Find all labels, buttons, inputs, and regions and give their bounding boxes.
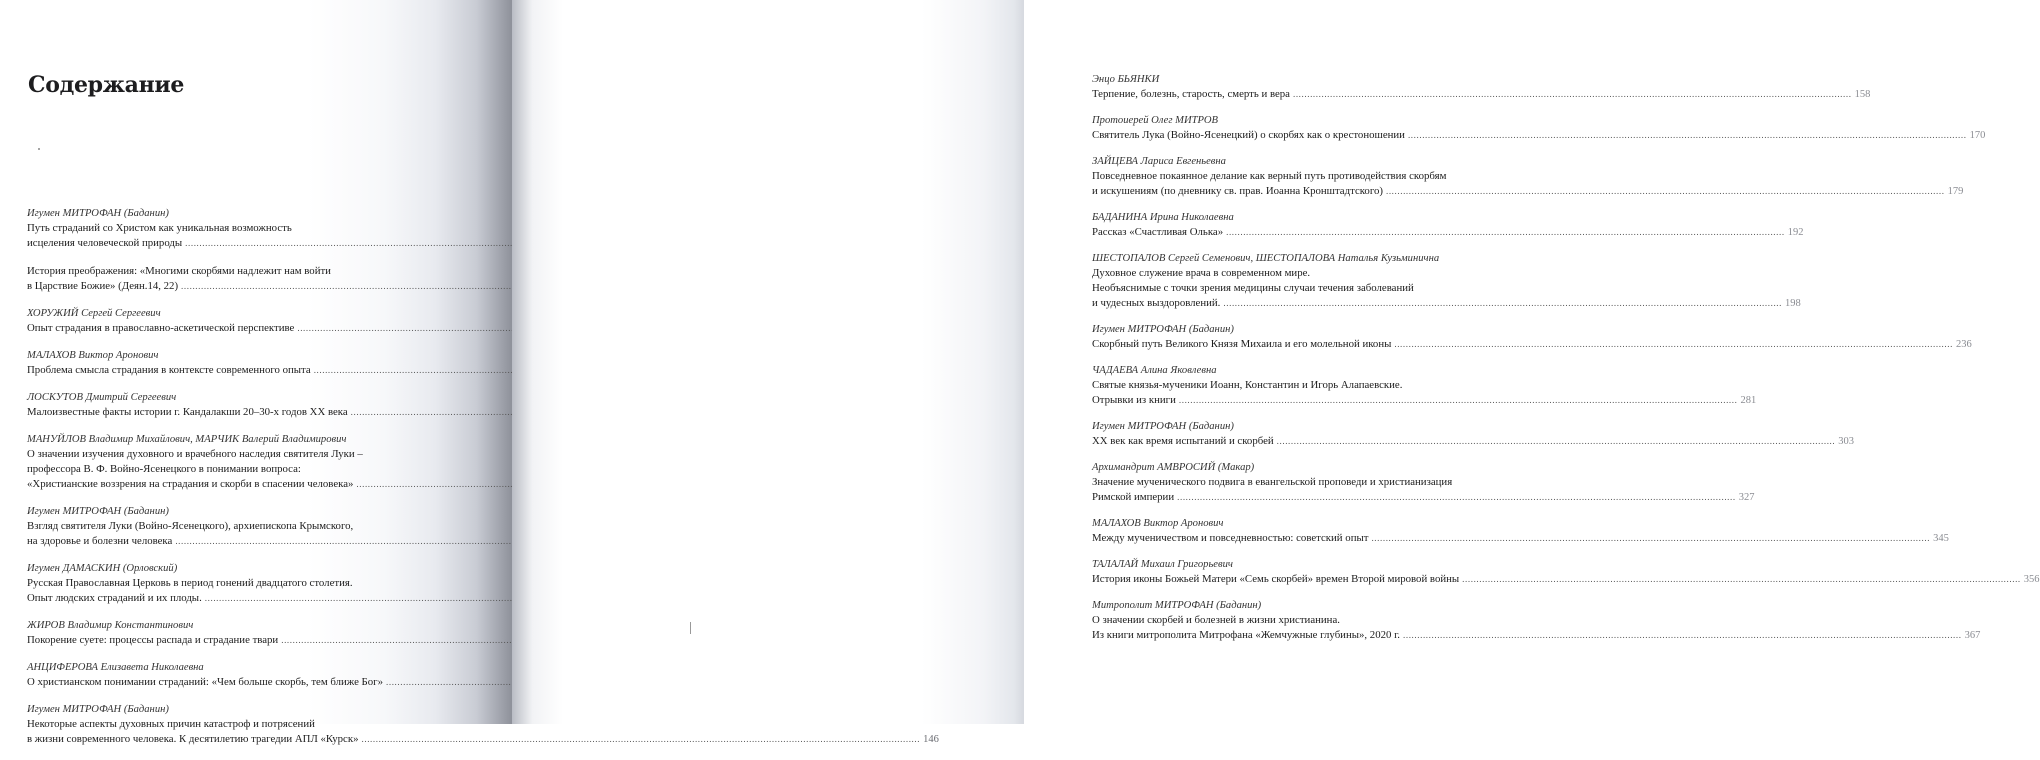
toc-entry[interactable] — [27, 661, 441, 690]
toc-right-column — [1092, 73, 2040, 655]
toc-entry[interactable] — [1092, 211, 1804, 240]
toc-entry-last-line — [1092, 628, 1981, 643]
toc-entry[interactable] — [27, 207, 441, 251]
toc-entry-last-line — [27, 363, 441, 378]
toc-entry-title-line: Отрывки из книги — [1092, 394, 1176, 406]
toc-entry-title-line: История преображения: «Многими скорбями надлежит нам войти — [27, 265, 331, 277]
toc-entry-title-line: Опыт страдания в православно-аскетической перспективе — [27, 322, 295, 334]
toc-entry-title-line: исцеления человеческой природы — [27, 237, 183, 249]
dot-leader — [1277, 434, 1836, 449]
toc-entry-author: АНЦИФЕРОВА Елизавета Николаевна — [27, 662, 204, 673]
toc-entry-author: ХОРУЖИЙ Сергей Сергеевич — [27, 308, 161, 319]
toc-entry-title-line: в Царствие Божие» (Деян.14, 22) — [27, 280, 179, 292]
toc-entry-page-number: 192 — [1787, 227, 1804, 238]
toc-entry-title-line: Русская Православная Церковь в период гонений двадцатого столетия. — [27, 577, 353, 589]
toc-entry[interactable] — [1092, 599, 1981, 643]
toc-entry-last-line — [27, 321, 441, 336]
toc-entry-author: ЖИРОВ Владимир Константинович — [27, 620, 194, 631]
toc-entry-last-line — [1092, 434, 1854, 449]
toc-entry-title-line: Малоизвестные факты истории г. Кандалакши 20–30-х годов XX века — [27, 406, 348, 418]
dot-leader — [1371, 531, 1930, 546]
toc-entry-title-line: Проблема смысла страдания в контексте современного опыта — [27, 364, 311, 376]
toc-entry[interactable] — [1092, 252, 1801, 311]
toc-entry-author: Митрополит МИТРОФАН (Баданин) — [1092, 600, 1262, 611]
dot-leader — [1394, 337, 1953, 352]
toc-entry[interactable] — [27, 264, 441, 294]
toc-entry-title-line: Значение мученического подвига в евангельской проповеди и христианизация — [1092, 476, 1453, 488]
toc-entry-author: Игумен МИТРОФАН (Баданин) — [27, 208, 169, 219]
toc-entry-author: Игумен МИТРОФАН (Баданин) — [1092, 421, 1234, 432]
toc-entry[interactable] — [1092, 155, 1964, 199]
toc-entry-author: Архимандрит АМВРОСИЙ (Макар) — [1092, 462, 1255, 473]
toc-entry-page-number: 281 — [1740, 395, 1757, 406]
toc-entry-last-line — [27, 405, 441, 420]
toc-entry-last-line — [1092, 337, 1972, 352]
toc-entry-title-line: Рассказ «Счастливая Олька» — [1092, 226, 1224, 238]
right-page — [512, 0, 2040, 724]
toc-entry-page-number: 179 — [1947, 186, 1964, 197]
toc-entry-author: ТАЛАЛАЙ Михаил Григорьевич — [1092, 559, 1233, 570]
toc-entry-author: Игумен МИТРОФАН (Баданин) — [27, 506, 169, 517]
toc-entry-title-line: XX век как время испытаний и скорбей — [1092, 435, 1274, 447]
toc-entry[interactable] — [27, 505, 441, 549]
toc-entry[interactable] — [1092, 364, 1757, 408]
toc-entry-page-number: 367 — [1964, 630, 1981, 641]
toc-entry[interactable] — [27, 562, 441, 606]
toc-entry-author: МАЛАХОВ Виктор Аронович — [27, 350, 159, 361]
toc-entry-author: Протоиерей Олег МИТРОВ — [1092, 115, 1218, 126]
dot-leader — [1386, 184, 1945, 199]
toc-entry-author: Игумен МИТРОФАН (Баданин) — [1092, 324, 1234, 335]
toc-entry-title-line: Святитель Лука (Войно-Ясенецкий) о скорбях как о крестоношении — [1092, 129, 1405, 141]
toc-entry-page-number: 327 — [1738, 492, 1755, 503]
toc-entry-title-line: История иконы Божьей Матери «Семь скорбей» времен Второй мировой войны — [1092, 573, 1460, 585]
toc-entry-page-number: 303 — [1838, 436, 1854, 447]
toc-entry-title-line: Римской империи — [1092, 491, 1175, 503]
toc-entry[interactable] — [27, 703, 939, 747]
toc-entry[interactable] — [27, 433, 441, 492]
toc-entry-title-line: Путь страданий со Христом как уникальная возможность — [27, 222, 292, 234]
toc-entry-title-line: Святые князья-мученики Иоанн, Константин и Игорь Алапаевские. — [1092, 379, 1403, 391]
toc-entry-title-line: Духовное служение врача в современном мире. — [1092, 267, 1311, 279]
toc-entry-title-line: Необъяснимые с точки зрения медицины случаи течения заболеваний — [1092, 282, 1414, 294]
toc-entry-title-line: «Христианские воззрения на страдания и скорби в спасении человека» — [27, 478, 354, 490]
toc-entry-title-line: Некоторые аспекты духовных причин катастроф и потрясений — [27, 718, 315, 730]
toc-entry-title-line: Покорение суете: процессы распада и страдание твари — [27, 634, 279, 646]
toc-entry-page-number: 170 — [1969, 130, 1986, 141]
toc-entry-title-line: и чудесных выздоровлений. — [1092, 297, 1221, 309]
toc-entry-title-line: О значении изучения духовного и врачебного наследия святителя Луки – — [27, 448, 363, 460]
toc-entry-last-line — [27, 236, 441, 251]
toc-entry-title-line: Терпение, болезнь, старость, смерть и вера — [1092, 88, 1290, 100]
toc-entry-title-line: Опыт людских страданий и их плоды. — [27, 592, 202, 604]
toc-left-column — [27, 207, 939, 760]
dot-leader — [1226, 225, 1785, 240]
toc-entry[interactable] — [27, 391, 441, 420]
toc-entry-page-number: 146 — [923, 734, 939, 745]
toc-entry[interactable] — [1092, 517, 1949, 546]
toc-entry-page-number: 158 — [1854, 89, 1871, 100]
toc-entry-last-line — [1092, 490, 1755, 505]
dot-leader — [1293, 87, 1852, 102]
toc-entry[interactable] — [1092, 114, 1986, 143]
toc-entry-last-line — [27, 732, 939, 747]
toc-entry-last-line — [1092, 393, 1757, 408]
toc-entry-title-line: Повседневное покаянное делание как верный путь противодействия скорбям — [1092, 170, 1447, 182]
toc-entry-last-line — [1092, 128, 1986, 143]
toc-entry[interactable] — [27, 349, 441, 378]
toc-entry[interactable] — [1092, 558, 2040, 587]
toc-entry-author: ШЕСТОПАЛОВ Сергей Семенович, ШЕСТОПАЛОВА Наталья Кузьминична — [1092, 253, 1440, 264]
toc-entry-title-line: Скорбный путь Великого Князя Михаила и его молельной иконы — [1092, 338, 1392, 350]
toc-entry-last-line — [27, 477, 441, 492]
toc-entry-title-line: на здоровье и болезни человека — [27, 535, 173, 547]
toc-entry-last-line — [1092, 296, 1801, 311]
toc-entry-last-line — [27, 633, 441, 648]
toc-entry-page-number: 356 — [2023, 574, 2040, 585]
toc-entry-title-line: О значении скорбей и болезней в жизни христианина. — [1092, 614, 1340, 626]
toc-entry-author: Энцо БЬЯНКИ — [1092, 74, 1160, 85]
page-title: Содержание — [28, 72, 185, 98]
dot-leader — [1179, 393, 1738, 408]
toc-entry[interactable] — [1092, 420, 1854, 449]
toc-entry[interactable] — [1092, 323, 1972, 352]
toc-entry-title-line: в жизни современного человека. К десятилетию трагедии АПЛ «Курск» — [27, 733, 359, 745]
toc-entry-author: ЛОСКУТОВ Дмитрий Сергеевич — [27, 392, 177, 403]
toc-entry-last-line — [1092, 87, 1871, 102]
toc-entry-author: ЧАДАЕВА Алина Яковлевна — [1092, 365, 1217, 376]
toc-entry-title-line: О христианском понимании страданий: «Чем больше скорбь, тем ближе Бог» — [27, 676, 383, 688]
toc-entry-author: БАДАНИНА Ирина Николаевна — [1092, 212, 1234, 223]
toc-entry-page-number: 198 — [1785, 298, 1801, 309]
toc-entry-last-line — [27, 675, 441, 690]
toc-entry-last-line — [27, 279, 441, 294]
toc-entry[interactable] — [27, 619, 441, 648]
toc-entry-last-line — [1092, 225, 1804, 240]
toc-entry[interactable] — [27, 307, 441, 336]
dot-leader — [1408, 128, 1967, 143]
toc-entry-last-line — [27, 591, 441, 606]
toc-entry-page-number: 236 — [1955, 339, 1972, 350]
toc-entry-author: МАЛАХОВ Виктор Аронович — [1092, 518, 1224, 529]
dot-leader — [1403, 628, 1962, 643]
left-page — [0, 0, 939, 745]
toc-entry[interactable] — [1092, 461, 1755, 505]
toc-entry-page-number: 345 — [1933, 533, 1949, 544]
toc-entry-author: ЗАЙЦЕВА Лариса Евгеньевна — [1092, 156, 1226, 167]
dot-leader — [362, 732, 921, 747]
toc-entry-author: Игумен МИТРОФАН (Баданин) — [27, 704, 169, 715]
dot-leader — [1223, 296, 1782, 311]
dot-leader — [1462, 572, 2021, 587]
toc-entry-last-line — [1092, 531, 1949, 546]
toc-entry-last-line — [27, 534, 441, 549]
print-speck — [38, 148, 40, 150]
toc-entry-last-line — [1092, 572, 2040, 587]
toc-entry-title-line: профессора В. Ф. Войно-Ясенецкого в понимании вопроса: — [27, 463, 301, 475]
toc-entry-title-line: Между мученичеством и повседневностью: советский опыт — [1092, 532, 1369, 544]
toc-entry-title-line: и искушениям (по дневнику св. прав. Иоанна Кронштадтского) — [1092, 185, 1383, 197]
toc-entry-author: Игумен ДАМАСКИН (Орловский) — [27, 563, 178, 574]
toc-entry-title-line: Из книги митрополита Митрофана «Жемчужные глубины», 2020 г. — [1092, 629, 1400, 641]
toc-entry-last-line — [1092, 184, 1964, 199]
toc-entry-title-line: Взгляд святителя Луки (Войно-Ясенецкого), архиепископа Крымского, — [27, 520, 354, 532]
toc-entry[interactable] — [1092, 73, 1871, 102]
toc-entry-author: МАНУЙЛОВ Владимир Михайлович, МАРЧИК Валерий Владимирович — [27, 434, 347, 445]
dot-leader — [1177, 490, 1736, 505]
print-mark — [690, 622, 691, 634]
